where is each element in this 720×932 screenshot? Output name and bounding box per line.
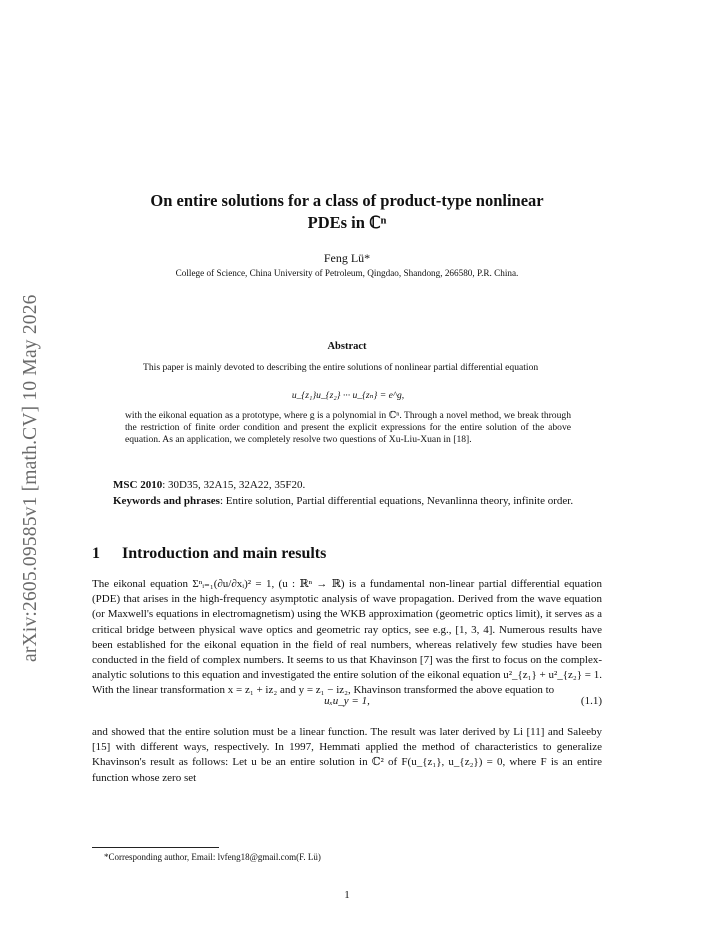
keywords-text: : Entire solution, Partial differential equations, Nevanlinna theory, infinite order. <box>219 495 574 507</box>
intro-paragraph-1: The eikonal equation Σⁿᵢ₌₁(∂u/∂xᵢ)² = 1, (u : ℝⁿ → ℝ) is a fundamental non-linear partial differential equation (PDE) that arises in the high-frequency asymptotic analysis of wave propagation. Derived from the wave equation (or Maxwell's equations in electromagnetism) using the WKB approximation (geometric optics limit), it serves as a critical bridge between physical wave optics and geometric ray optics, see e.g., [1, 3, 4]. Numerous results have been established for the eikonal equation in the field of real numbers, whereas relatively few studies have been conducted in the field of complex numbers. It seems to us that Khavinson [7] was the first to focus on the complex-analytic solutions to this equation and investigated the entire solution of the eikonal equation u²_{z₁} + u²_{z₂} = 1. With the linear transformation x = z₁ + iz₂ and y = z₁ − iz₂, Khavinson transformed the above equation to <box>92 578 602 697</box>
footnote: *Corresponding author, Email: lvfeng18@gmail.com(F. Lü) <box>104 852 321 862</box>
section-number: 1 <box>92 545 100 562</box>
arxiv-identifier: arXiv:2605.09585v1 [math.CV] 10 May 2026 <box>20 294 41 662</box>
paper-title <box>92 190 602 234</box>
title-line-1: On entire solutions for a class of product-type nonlinear <box>150 191 544 210</box>
msc-codes: : 30D35, 32A15, 32A22, 35F20. <box>162 479 306 491</box>
section-heading <box>92 545 326 563</box>
author-name: Feng Lü* <box>323 251 371 265</box>
author-affiliation: College of Science, China University of Petroleum, Qingdao, Shandong, 266580, P.R. China. <box>175 268 519 278</box>
keywords-label: Keywords and phrases <box>113 495 220 507</box>
abstract-heading: Abstract <box>327 341 367 352</box>
abstract-paragraph-1: This paper is mainly devoted to describing the entire solutions of nonlinear partial differential equation <box>143 362 539 373</box>
intro-paragraph-2: and showed that the entire solution must be a linear function. The result was later derived by Li [11] and Saleeby [15] with different ways, respectively. In 1997, Hemmati applied the method of characteristics to generalize Khavinson's result as follows: Let u be an entire solution in ℂ² of F(u_{z₁}, u_{z₂}) = 0, where F is an entire function whose zero set <box>92 726 602 784</box>
title-line-2: PDEs in ℂⁿ <box>307 213 387 232</box>
msc-label: MSC 2010 <box>113 479 163 491</box>
keywords-line <box>92 494 602 509</box>
equation-1-1-body: uₓu_y = 1, <box>324 695 370 707</box>
msc-line <box>92 478 602 493</box>
page-number: 1 <box>344 889 350 901</box>
abstract-equation: u_{z₁}u_{z₂} ··· u_{zₙ} = e^g, <box>291 390 405 401</box>
footnote-rule <box>92 847 219 848</box>
section-title: Introduction and main results <box>122 545 327 562</box>
abstract-paragraph-2: with the eikonal equation as a prototype, where g is a polynomial in ℂⁿ. Through a novel method, we break through the restriction of finite order condition and present the explicit expressions for the entire solution of the above equation. As an application, we completely resolve two questions of Xu-Liu-Xuan in [18]. <box>125 410 571 445</box>
equation-1-1-number: (1.1) <box>580 695 602 707</box>
